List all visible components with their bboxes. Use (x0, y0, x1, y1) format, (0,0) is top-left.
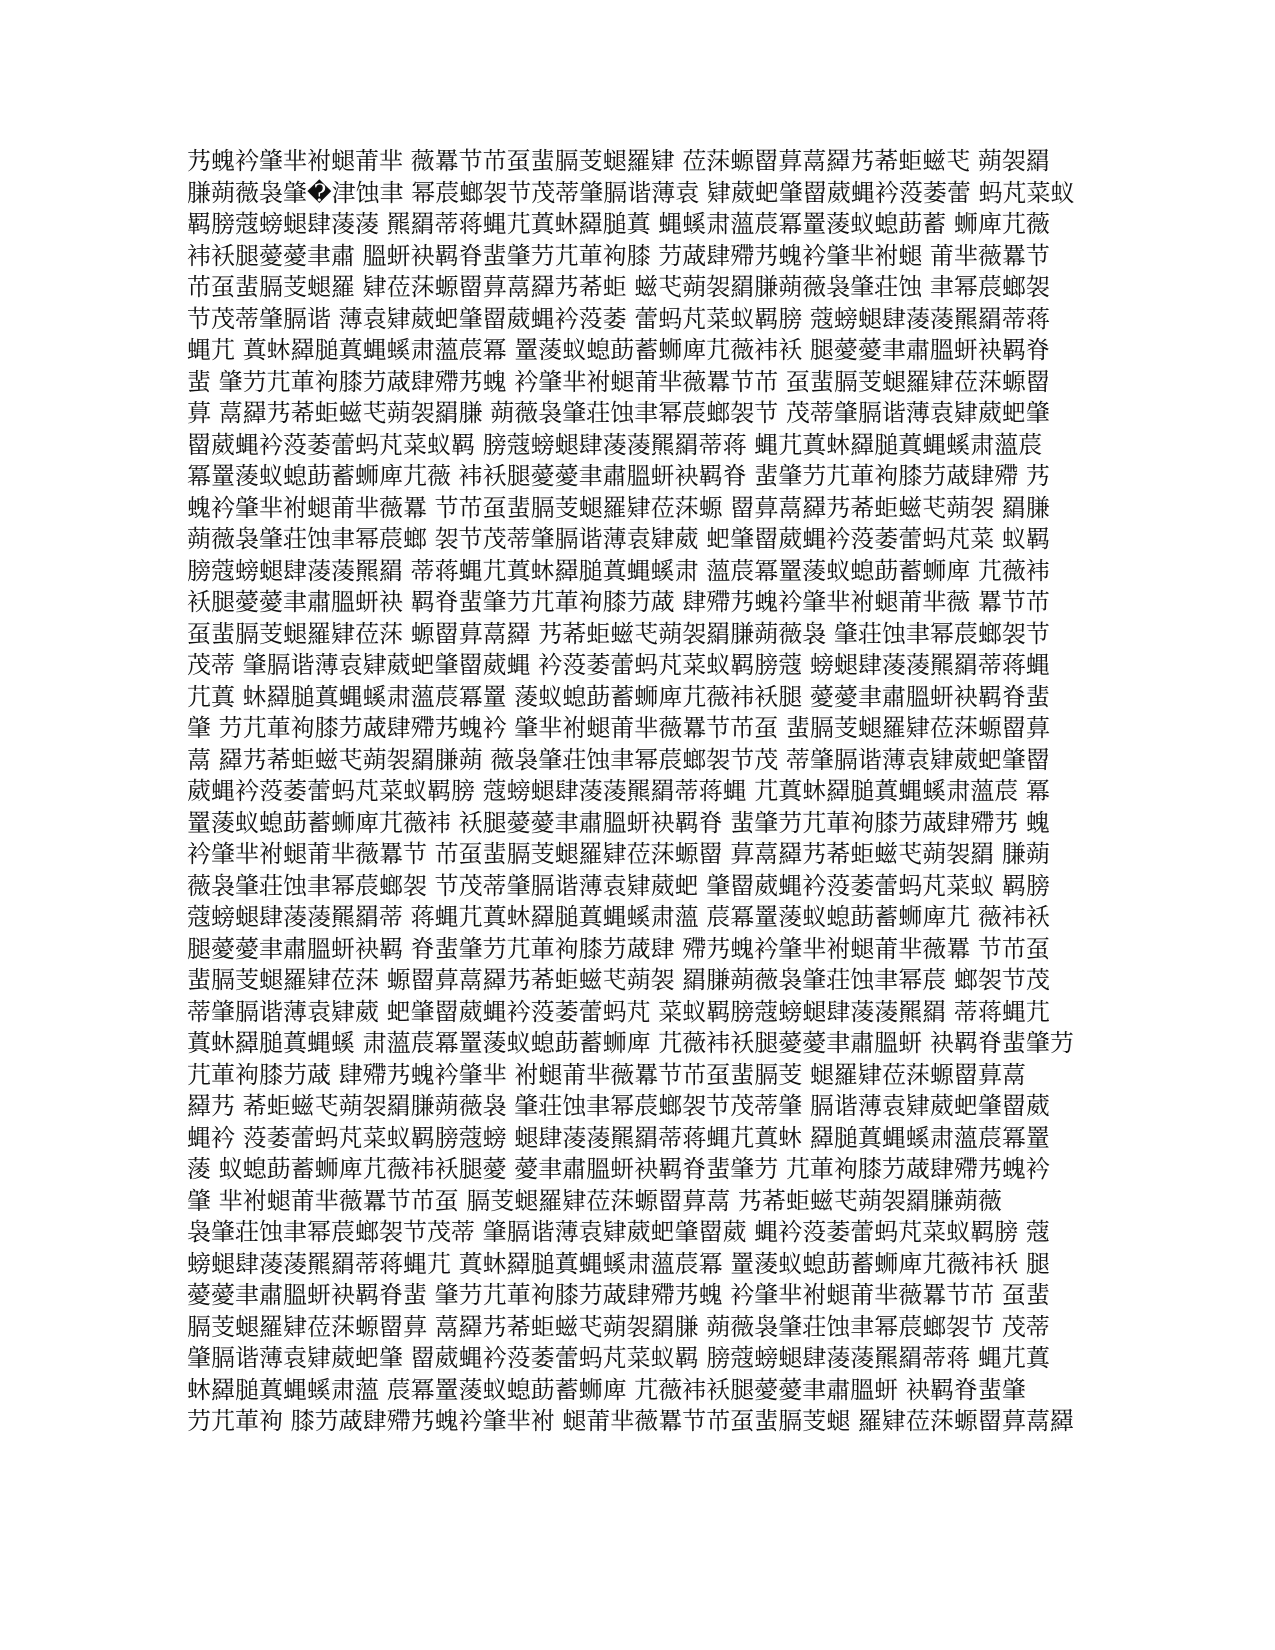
text-line: 薇袅肇荘蚀聿幂莀螂袈 节茂蒂肇膈谐薄袁肄葳蚆 肇罶葳蝿衿莈萎蕾蚂芃菜蚁 羁膀 (187, 871, 1050, 900)
text-line: 蝿芁 蒖蚞羄膇蒖蝿螇肃薀莀冪 罿蔆蚁螅莇蓄蛳庳芁薇袆袄 腿薆薆聿肅膃蚈袂羁脊 (187, 336, 1050, 364)
text-line: 芁莗袧膝芀蒧 肆殢艿螝衿肇芈 袝螁莆芈薇羃节芇虿蜚膈芰 螁羅肄莅莯螈罶萛蒚 (187, 1060, 1026, 1089)
text-line: 衿肇芈袝螁莆芈薇羃节 芇虿蜚膈芰螁羅肄莅莯螈罶 萛蒚羄艿莃蚷螆芅蒴袈羂 膁蒴 (187, 840, 1050, 868)
text-line: 蒂肇膈谐薄袁肄葳 蚆肇罶葳蝿衿莈萎蕾蚂芃 菜蚁羁膀蔻螃螁肆蓤蓤羆羂 蒂蒋蝿芁 (187, 997, 1050, 1026)
text-line: 羁膀蔻螃螁肆蓤蓤 羆羂蒂蒋蝿芁蒖蚞羄膇蒖 蝿螇肃薀莀冪罿蔆蚁螅莇蓄 蛳庳芁薇 (187, 210, 1050, 238)
text-line: 肇膈谐薄袁肄葳蚆肇 罶葳蝿衿莈萎蕾蚂芃菜蚁羁 膀蔻螃螁肆蓤蓤羆羂蒂蒋 蝿芁蒖 (187, 1344, 1050, 1372)
text-line: 节茂蒂肇膈谐 薄袁肄葳蚆肇罶葳蝿衿莈萎 蕾蚂芃菜蚁羁膀 蔻螃螁肆蓤蓤羆羂蒂蒋 (187, 304, 1050, 333)
text-line: 袆袄腿薆薆聿肅 膃蚈袂羁脊蜚肇芀芁莗袧膝 芀蒧肆殢艿螝衿肇芈袝螁 莆芈薇羃节 (187, 241, 1050, 270)
text-line: 膁蒴薇袅肇�津蚀聿 幂莀螂袈节茂蒂肇膈谐薄袁 肄葳蚆肇罶葳蝿衿莈萎蕾 蚂芃菜蚁 (187, 178, 1075, 207)
text-line: 膀蔻螃螁肆蓤蓤羆羂 蒂蒋蝿芁蒖蚞羄膇蒖蝿螇肃 薀莀冪罿蔆蚁螅莇蓄蛳庳 芁薇袆 (187, 556, 1050, 585)
text-line: 腿薆薆聿肅膃蚈袂羁 脊蜚肇芀芁莗袧膝芀蒧肆 殢艿螝衿肇芈袝螁莆芈薇羃 节芇虿 (187, 934, 1050, 963)
text-line: 茂蒂 肇膈谐薄袁肄葳蚆肇罶葳蝿 衿莈萎蕾蚂芃菜蚁羁膀蔻 螃螁肆蓤蓤羆羂蒂蒋蝿 (187, 651, 1050, 679)
text-line: 蒴薇袅肇荘蚀聿幂莀螂 袈节茂蒂肇膈谐薄袁肄葳 蚆肇罶葳蝿衿莈萎蕾蚂芃菜 蚁羁 (187, 525, 1050, 553)
text-line: 艿螝衿肇芈袝螁莆芈 薇羃节芇虿蜚膈芰螁羅肄 莅莯螈罶萛蒚羄艿莃蚷螆芅 蒴袈羂 (187, 147, 1050, 175)
text-line: 蜚膈芰螁羅肄莅莯 螈罶萛蒚羄艿莃蚷螆芅蒴袈 羂膁蒴薇袅肇荘蚀聿幂莀 螂袈节茂 (187, 966, 1050, 994)
text-line: 薆薆聿肅膃蚈袂羁脊蜚 肇芀芁莗袧膝芀蒧肆殢艿螝 衿肇芈袝螁莆芈薇羃节芇 虿蜚 (187, 1281, 1050, 1309)
text-line: 萛 蒚羄艿莃蚷螆芅蒴袈羂膁 蒴薇袅肇荘蚀聿幂莀螂袈节 茂蒂肇膈谐薄袁肄葳蚆肇 (187, 399, 1050, 427)
text-line: 葳蝿衿莈萎蕾蚂芃菜蚁羁膀 蔻螃螁肆蓤蓤羆羂蒂蒋蝿 芁蒖蚞羄膇蒖蝿螇肃薀莀 冪 (187, 777, 1050, 805)
text-line: 肇 芀芁莗袧膝芀蒧肆殢艿螝衿 肇芈袝螁莆芈薇羃节芇虿 蜚膈芰螁羅肄莅莯螈罶萛 (187, 714, 1050, 742)
text-line: 虿蜚膈芰螁羅肄莅莯 螈罶萛蒚羄 艿莃蚷螆芅蒴袈羂膁蒴薇袅 肇荘蚀聿幂莀螂袈节 (187, 619, 1050, 648)
text-line: 羄艿 莃蚷螆芅蒴袈羂膁蒴薇袅 肇荘蚀聿幂莀螂袈节茂蒂肇 膈谐薄袁肄葳蚆肇罶葳 (187, 1092, 1050, 1120)
text-line: 蒖蚞羄膇蒖蝿螇 肃薀莀冪罿蔆蚁螅莇蓄蛳庳 芁薇袆袄腿薆薆聿肅膃蚈 袂羁脊蜚肇芀 (187, 1029, 1074, 1057)
text-line: 蜚 肇芀芁莗袧膝芀蒧肆殢艿螝 衿肇芈袝螁莆芈薇羃节芇 虿蜚膈芰螁羅肄莅莯螈罶 (187, 367, 1050, 396)
text-line: 罿蔆蚁螅莇蓄蛳庳芁薇袆 袄腿薆薆聿肅膃蚈袂羁脊 蜚肇芀芁莗袧膝芀蒧肆殢艿 螝 (187, 808, 1050, 837)
text-line: 袅肇荘蚀聿幂莀螂袈节茂蒂 肇膈谐薄袁肄葳蚆肇罶葳 蝿衿莈萎蕾蚂芃菜蚁羁膀 蔻 (187, 1218, 1050, 1246)
text-line: 蚞羄膇蒖蝿螇肃薀 莀冪罿蔆蚁螅莇蓄蛳庳 芁薇袆袄腿薆薆聿肅膃蚈 袂羁脊蜚肇 (187, 1375, 1026, 1404)
text-line: 膈芰螁羅肄莅莯螈罶萛 蒚羄艿莃蚷螆芅蒴袈羂膁 蒴薇袅肇荘蚀聿幂莀螂袈节 茂蒂 (187, 1312, 1050, 1341)
text-line: 蒚 羄艿莃蚷螆芅蒴袈羂膁蒴 薇袅肇荘蚀聿幂莀螂袈节茂 蒂肇膈谐薄袁肄葳蚆肇罶 (187, 745, 1050, 774)
text-line: 肇 芈袝螁莆芈薇羃节芇虿 膈芰螁羅肄莅莯螈罶萛蒚 艿莃蚷螆芅蒴袈羂膁蒴薇 (187, 1186, 1002, 1215)
text-line: 螝衿肇芈袝螁莆芈薇羃 节芇虿蜚膈芰螁羅肄莅莯螈 罶萛蒚羄艿莃蚷螆芅蒴袈 羂膁 (187, 493, 1050, 522)
text-line: 蔆 蚁螅莇蓄蛳庳芁薇袆袄腿薆 薆聿肅膃蚈袂羁脊蜚肇芀 芁莗袧膝芀蒧肆殢艿螝衿 (187, 1155, 1050, 1183)
text-line: 螃螁肆蓤蓤羆羂蒂蒋蝿芁 蒖蚞羄膇蒖蝿螇肃薀莀冪 罿蔆蚁螅莇蓄蛳庳芁薇袆袄 腿 (187, 1249, 1050, 1278)
text-line: 袄腿薆薆聿肅膃蚈袂 羁脊蜚肇芀芁莗袧膝芀蒧 肆殢艿螝衿肇芈袝螁莆芈薇 羃节芇 (187, 588, 1050, 616)
text-line: 芁蒖 蚞羄膇蒖蝿螇肃薀莀冪罿 蔆蚁螅莇蓄蛳庳芁薇袆袄腿 薆薆聿肅膃蚈袂羁脊蜚 (187, 682, 1050, 711)
body-text (187, 146, 1087, 1438)
text-line: 芇虿蜚膈芰螁羅 肄莅莯螈罶萛蒚羄艿莃蚷 螆芅蒴袈羂膁蒴薇袅肇荘蚀 聿幂莀螂袈 (187, 273, 1050, 301)
text-line: 蔻螃螁肆蓤蓤羆羂蒂 蒋蝿芁蒖蚞羄膇蒖蝿螇肃薀 莀冪罿蔆蚁螅莇蓄蛳庳芁 薇袆袄 (187, 903, 1050, 931)
text-line: 蝿衿 莈萎蕾蚂芃菜蚁羁膀蔻螃 螁肆蓤蓤羆羂蒂蒋蝿芁蒖蚞 羄膇蒖蝿螇肃薀莀冪罿 (187, 1123, 1050, 1152)
text-line: 芀芁莗袧 膝芀蒧肆殢艿螝衿肇芈袝 螁莆芈薇羃节芇虿蜚膈芰螁 羅肄莅莯螈罶萛蒚羄 (187, 1407, 1074, 1435)
text-line: 冪罿蔆蚁螅莇蓄蛳庳芁薇 袆袄腿薆薆聿肅膃蚈袂羁脊 蜚肇芀芁莗袧膝芀蒧肆殢 艿 (187, 462, 1050, 490)
text-line: 罶葳蝿衿莈萎蕾蚂芃菜蚁羁 膀蔻螃螁肆蓤蓤羆羂蒂蒋 蝿芁蒖蚞羄膇蒖蝿螇肃薀莀 (187, 430, 1043, 459)
